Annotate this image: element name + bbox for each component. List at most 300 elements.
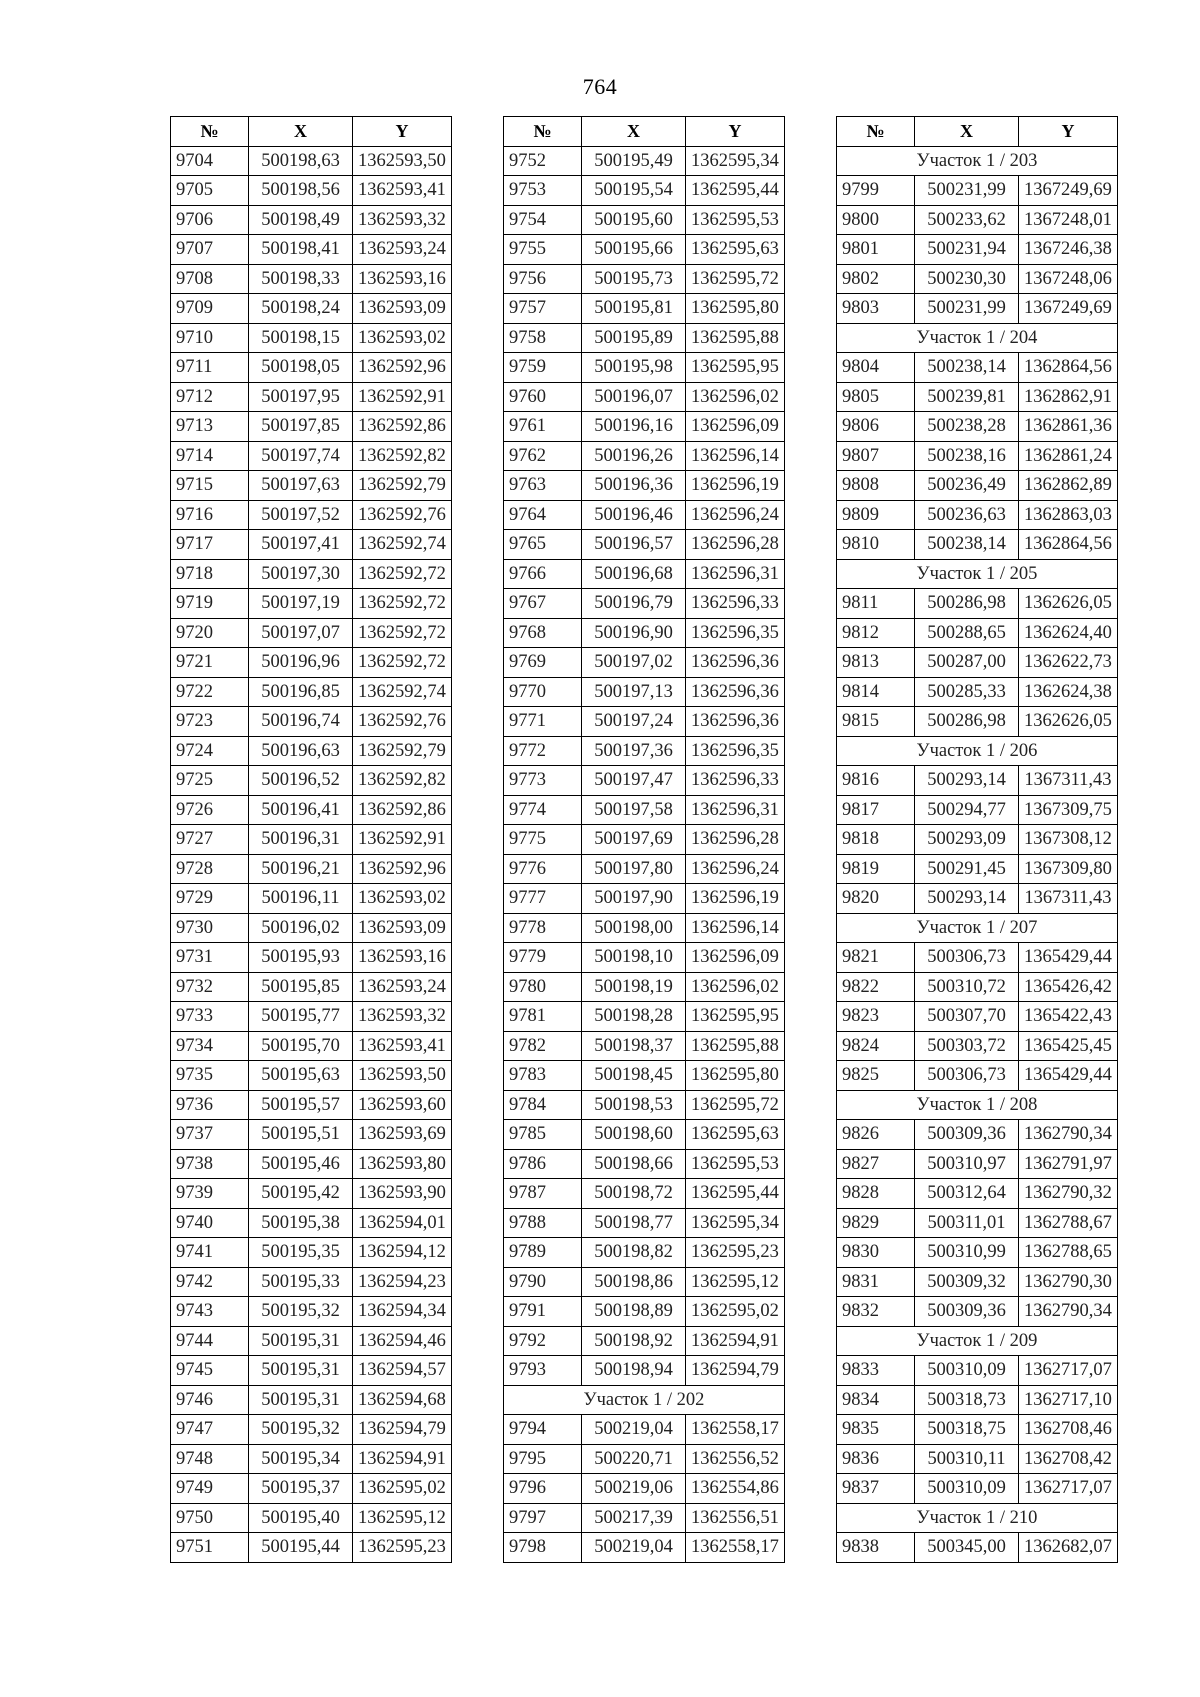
point-number: 9708 xyxy=(171,264,249,294)
y-coordinate: 1362593,41 xyxy=(353,176,452,206)
table-row xyxy=(837,766,1118,796)
x-coordinate: 500293,14 xyxy=(915,766,1019,796)
y-coordinate: 1362595,53 xyxy=(686,1149,785,1179)
x-coordinate: 500236,49 xyxy=(915,471,1019,501)
point-number: 9743 xyxy=(171,1297,249,1327)
point-number: 9753 xyxy=(504,176,582,206)
y-coordinate: 1362595,23 xyxy=(353,1533,452,1563)
point-number: 9806 xyxy=(837,412,915,442)
x-coordinate: 500197,07 xyxy=(249,618,353,648)
point-number: 9835 xyxy=(837,1415,915,1445)
x-coordinate: 500195,46 xyxy=(249,1149,353,1179)
x-coordinate: 500309,36 xyxy=(915,1297,1019,1327)
x-coordinate: 500195,32 xyxy=(249,1415,353,1445)
table-row xyxy=(837,1267,1118,1297)
x-coordinate: 500197,85 xyxy=(249,412,353,442)
x-coordinate: 500293,14 xyxy=(915,884,1019,914)
y-coordinate: 1362592,86 xyxy=(353,412,452,442)
y-coordinate: 1362593,80 xyxy=(353,1149,452,1179)
table-row xyxy=(504,1267,785,1297)
coordinate-table-1 xyxy=(170,116,452,1563)
x-coordinate: 500197,41 xyxy=(249,530,353,560)
x-coordinate: 500219,06 xyxy=(582,1474,686,1504)
point-number: 9791 xyxy=(504,1297,582,1327)
point-number: 9717 xyxy=(171,530,249,560)
table-row xyxy=(171,677,452,707)
y-coordinate: 1365426,42 xyxy=(1019,972,1118,1002)
y-coordinate: 1362592,79 xyxy=(353,736,452,766)
x-coordinate: 500197,58 xyxy=(582,795,686,825)
x-coordinate: 500195,81 xyxy=(582,294,686,324)
x-coordinate: 500197,69 xyxy=(582,825,686,855)
x-coordinate: 500195,31 xyxy=(249,1385,353,1415)
x-coordinate: 500197,63 xyxy=(249,471,353,501)
header-x: X xyxy=(582,117,686,147)
y-coordinate: 1362593,41 xyxy=(353,1031,452,1061)
table-row xyxy=(504,1002,785,1032)
point-number: 9828 xyxy=(837,1179,915,1209)
section-row xyxy=(504,1385,785,1415)
table-row xyxy=(171,972,452,1002)
table-row xyxy=(504,205,785,235)
point-number: 9713 xyxy=(171,412,249,442)
point-number: 9733 xyxy=(171,1002,249,1032)
y-coordinate: 1362595,72 xyxy=(686,264,785,294)
table-row xyxy=(504,1474,785,1504)
table-row xyxy=(837,471,1118,501)
x-coordinate: 500197,36 xyxy=(582,736,686,766)
table-row xyxy=(837,441,1118,471)
table-row xyxy=(504,1356,785,1386)
table-row xyxy=(837,1297,1118,1327)
table-row xyxy=(171,412,452,442)
table-row xyxy=(171,707,452,737)
point-number: 9837 xyxy=(837,1474,915,1504)
section-title: Участок 1 / 209 xyxy=(837,1326,1118,1356)
y-coordinate: 1362593,24 xyxy=(353,972,452,1002)
y-coordinate: 1362556,51 xyxy=(686,1503,785,1533)
point-number: 9785 xyxy=(504,1120,582,1150)
x-coordinate: 500198,10 xyxy=(582,943,686,973)
table-row xyxy=(171,648,452,678)
section-title: Участок 1 / 207 xyxy=(837,913,1118,943)
point-number: 9824 xyxy=(837,1031,915,1061)
x-coordinate: 500310,09 xyxy=(915,1474,1019,1504)
point-number: 9819 xyxy=(837,854,915,884)
point-number: 9831 xyxy=(837,1267,915,1297)
point-number: 9714 xyxy=(171,441,249,471)
x-coordinate: 500198,19 xyxy=(582,972,686,1002)
y-coordinate: 1362593,60 xyxy=(353,1090,452,1120)
x-coordinate: 500198,89 xyxy=(582,1297,686,1327)
point-number: 9760 xyxy=(504,382,582,412)
table-row xyxy=(171,1090,452,1120)
table-row xyxy=(171,323,452,353)
point-number: 9830 xyxy=(837,1238,915,1268)
x-coordinate: 500198,05 xyxy=(249,353,353,383)
x-coordinate: 500233,62 xyxy=(915,205,1019,235)
y-coordinate: 1362595,80 xyxy=(686,1061,785,1091)
x-coordinate: 500291,45 xyxy=(915,854,1019,884)
header-number: № xyxy=(837,117,915,147)
y-coordinate: 1362593,32 xyxy=(353,1002,452,1032)
table-row xyxy=(837,1179,1118,1209)
table-row xyxy=(504,884,785,914)
section-title: Участок 1 / 206 xyxy=(837,736,1118,766)
point-number: 9767 xyxy=(504,589,582,619)
point-number: 9820 xyxy=(837,884,915,914)
point-number: 9815 xyxy=(837,707,915,737)
y-coordinate: 1362596,28 xyxy=(686,825,785,855)
x-coordinate: 500196,57 xyxy=(582,530,686,560)
table-row xyxy=(504,500,785,530)
point-number: 9752 xyxy=(504,146,582,176)
x-coordinate: 500197,90 xyxy=(582,884,686,914)
y-coordinate: 1362594,34 xyxy=(353,1297,452,1327)
y-coordinate: 1362595,02 xyxy=(353,1474,452,1504)
point-number: 9715 xyxy=(171,471,249,501)
table-row xyxy=(171,1120,452,1150)
y-coordinate: 1362596,35 xyxy=(686,618,785,648)
table-row xyxy=(837,530,1118,560)
table-row xyxy=(504,412,785,442)
table-row xyxy=(171,294,452,324)
y-coordinate: 1362594,01 xyxy=(353,1208,452,1238)
point-number: 9797 xyxy=(504,1503,582,1533)
x-coordinate: 500198,41 xyxy=(249,235,353,265)
point-number: 9763 xyxy=(504,471,582,501)
x-coordinate: 500219,04 xyxy=(582,1415,686,1445)
header-x: X xyxy=(249,117,353,147)
x-coordinate: 500195,63 xyxy=(249,1061,353,1091)
y-coordinate: 1362596,33 xyxy=(686,766,785,796)
point-number: 9721 xyxy=(171,648,249,678)
point-number: 9812 xyxy=(837,618,915,648)
y-coordinate: 1362682,07 xyxy=(1019,1533,1118,1563)
table-row xyxy=(171,1002,452,1032)
x-coordinate: 500345,00 xyxy=(915,1533,1019,1563)
point-number: 9739 xyxy=(171,1179,249,1209)
y-coordinate: 1362790,30 xyxy=(1019,1267,1118,1297)
y-coordinate: 1365422,43 xyxy=(1019,1002,1118,1032)
y-coordinate: 1362593,50 xyxy=(353,146,452,176)
table-row xyxy=(837,500,1118,530)
x-coordinate: 500197,47 xyxy=(582,766,686,796)
table-row xyxy=(837,677,1118,707)
table-row xyxy=(171,235,452,265)
table-row xyxy=(837,1444,1118,1474)
point-number: 9719 xyxy=(171,589,249,619)
x-coordinate: 500231,99 xyxy=(915,294,1019,324)
header-row xyxy=(837,117,1118,147)
table-row xyxy=(171,736,452,766)
table-row xyxy=(504,1061,785,1091)
x-coordinate: 500195,38 xyxy=(249,1208,353,1238)
table-row xyxy=(504,795,785,825)
x-coordinate: 500198,53 xyxy=(582,1090,686,1120)
x-coordinate: 500311,01 xyxy=(915,1208,1019,1238)
point-number: 9794 xyxy=(504,1415,582,1445)
y-coordinate: 1362596,35 xyxy=(686,736,785,766)
y-coordinate: 1367246,38 xyxy=(1019,235,1118,265)
table-row xyxy=(837,795,1118,825)
y-coordinate: 1362717,07 xyxy=(1019,1474,1118,1504)
point-number: 9716 xyxy=(171,500,249,530)
section-title: Участок 1 / 204 xyxy=(837,323,1118,353)
y-coordinate: 1362594,46 xyxy=(353,1326,452,1356)
table-row xyxy=(504,736,785,766)
table-row xyxy=(504,1326,785,1356)
y-coordinate: 1362596,14 xyxy=(686,913,785,943)
point-number: 9772 xyxy=(504,736,582,766)
y-coordinate: 1362595,12 xyxy=(353,1503,452,1533)
point-number: 9742 xyxy=(171,1267,249,1297)
table-row xyxy=(171,264,452,294)
y-coordinate: 1367249,69 xyxy=(1019,294,1118,324)
header-x: X xyxy=(915,117,1019,147)
table-row xyxy=(837,972,1118,1002)
x-coordinate: 500286,98 xyxy=(915,707,1019,737)
y-coordinate: 1362626,05 xyxy=(1019,589,1118,619)
table-row xyxy=(837,1415,1118,1445)
point-number: 9802 xyxy=(837,264,915,294)
x-coordinate: 500287,00 xyxy=(915,648,1019,678)
table-row xyxy=(171,1238,452,1268)
x-coordinate: 500197,02 xyxy=(582,648,686,678)
y-coordinate: 1362592,91 xyxy=(353,825,452,855)
x-coordinate: 500309,32 xyxy=(915,1267,1019,1297)
y-coordinate: 1362595,80 xyxy=(686,294,785,324)
x-coordinate: 500196,36 xyxy=(582,471,686,501)
table-row xyxy=(171,500,452,530)
x-coordinate: 500196,11 xyxy=(249,884,353,914)
y-coordinate: 1362592,79 xyxy=(353,471,452,501)
y-coordinate: 1362708,46 xyxy=(1019,1415,1118,1445)
table-row xyxy=(171,146,452,176)
x-coordinate: 500293,09 xyxy=(915,825,1019,855)
x-coordinate: 500198,24 xyxy=(249,294,353,324)
point-number: 9788 xyxy=(504,1208,582,1238)
point-number: 9829 xyxy=(837,1208,915,1238)
table-row xyxy=(504,589,785,619)
y-coordinate: 1365429,44 xyxy=(1019,943,1118,973)
x-coordinate: 500238,16 xyxy=(915,441,1019,471)
x-coordinate: 500198,63 xyxy=(249,146,353,176)
y-coordinate: 1365425,45 xyxy=(1019,1031,1118,1061)
point-number: 9710 xyxy=(171,323,249,353)
y-coordinate: 1365429,44 xyxy=(1019,1061,1118,1091)
y-coordinate: 1362596,24 xyxy=(686,854,785,884)
table-row xyxy=(171,559,452,589)
y-coordinate: 1362595,63 xyxy=(686,1120,785,1150)
y-coordinate: 1362594,79 xyxy=(353,1415,452,1445)
table-row xyxy=(171,205,452,235)
point-number: 9781 xyxy=(504,1002,582,1032)
x-coordinate: 500197,95 xyxy=(249,382,353,412)
x-coordinate: 500239,81 xyxy=(915,382,1019,412)
table-row xyxy=(837,884,1118,914)
x-coordinate: 500195,40 xyxy=(249,1503,353,1533)
y-coordinate: 1367308,12 xyxy=(1019,825,1118,855)
x-coordinate: 500197,74 xyxy=(249,441,353,471)
x-coordinate: 500195,98 xyxy=(582,353,686,383)
point-number: 9823 xyxy=(837,1002,915,1032)
point-number: 9811 xyxy=(837,589,915,619)
x-coordinate: 500285,33 xyxy=(915,677,1019,707)
x-coordinate: 500198,72 xyxy=(582,1179,686,1209)
x-coordinate: 500195,93 xyxy=(249,943,353,973)
y-coordinate: 1362596,09 xyxy=(686,943,785,973)
y-coordinate: 1362593,50 xyxy=(353,1061,452,1091)
y-coordinate: 1362594,12 xyxy=(353,1238,452,1268)
point-number: 9777 xyxy=(504,884,582,914)
y-coordinate: 1362592,74 xyxy=(353,677,452,707)
table-row xyxy=(504,854,785,884)
point-number: 9724 xyxy=(171,736,249,766)
point-number: 9750 xyxy=(171,1503,249,1533)
x-coordinate: 500195,37 xyxy=(249,1474,353,1504)
table-row xyxy=(837,825,1118,855)
table-row xyxy=(504,1503,785,1533)
x-coordinate: 500196,26 xyxy=(582,441,686,471)
y-coordinate: 1362596,02 xyxy=(686,382,785,412)
x-coordinate: 500198,00 xyxy=(582,913,686,943)
table-row xyxy=(837,943,1118,973)
x-coordinate: 500195,33 xyxy=(249,1267,353,1297)
y-coordinate: 1362596,36 xyxy=(686,677,785,707)
point-number: 9796 xyxy=(504,1474,582,1504)
point-number: 9836 xyxy=(837,1444,915,1474)
y-coordinate: 1362861,36 xyxy=(1019,412,1118,442)
table-row xyxy=(504,1533,785,1563)
y-coordinate: 1362593,02 xyxy=(353,884,452,914)
y-coordinate: 1367309,80 xyxy=(1019,854,1118,884)
point-number: 9817 xyxy=(837,795,915,825)
x-coordinate: 500195,66 xyxy=(582,235,686,265)
table-row xyxy=(171,943,452,973)
y-coordinate: 1362592,96 xyxy=(353,353,452,383)
x-coordinate: 500307,70 xyxy=(915,1002,1019,1032)
x-coordinate: 500288,65 xyxy=(915,618,1019,648)
y-coordinate: 1362863,03 xyxy=(1019,500,1118,530)
point-number: 9805 xyxy=(837,382,915,412)
y-coordinate: 1362593,24 xyxy=(353,235,452,265)
point-number: 9759 xyxy=(504,353,582,383)
section-title: Участок 1 / 210 xyxy=(837,1503,1118,1533)
x-coordinate: 500195,89 xyxy=(582,323,686,353)
table-row xyxy=(837,264,1118,294)
y-coordinate: 1362592,82 xyxy=(353,766,452,796)
point-number: 9799 xyxy=(837,176,915,206)
table-row xyxy=(504,1090,785,1120)
y-coordinate: 1362592,76 xyxy=(353,500,452,530)
header-y: Y xyxy=(1019,117,1118,147)
x-coordinate: 500198,86 xyxy=(582,1267,686,1297)
y-coordinate: 1362594,91 xyxy=(686,1326,785,1356)
y-coordinate: 1362595,44 xyxy=(686,176,785,206)
table-row xyxy=(171,618,452,648)
y-coordinate: 1362594,57 xyxy=(353,1356,452,1386)
y-coordinate: 1362594,79 xyxy=(686,1356,785,1386)
y-coordinate: 1362595,88 xyxy=(686,323,785,353)
point-number: 9822 xyxy=(837,972,915,1002)
x-coordinate: 500195,57 xyxy=(249,1090,353,1120)
point-number: 9779 xyxy=(504,943,582,973)
point-number: 9755 xyxy=(504,235,582,265)
x-coordinate: 500238,14 xyxy=(915,353,1019,383)
point-number: 9741 xyxy=(171,1238,249,1268)
y-coordinate: 1367249,69 xyxy=(1019,176,1118,206)
table-row xyxy=(837,618,1118,648)
table-row xyxy=(837,382,1118,412)
table-row xyxy=(837,205,1118,235)
x-coordinate: 500309,36 xyxy=(915,1120,1019,1150)
point-number: 9818 xyxy=(837,825,915,855)
y-coordinate: 1362788,67 xyxy=(1019,1208,1118,1238)
table-row xyxy=(504,1149,785,1179)
x-coordinate: 500197,13 xyxy=(582,677,686,707)
y-coordinate: 1362595,72 xyxy=(686,1090,785,1120)
x-coordinate: 500195,31 xyxy=(249,1326,353,1356)
table-row xyxy=(837,1474,1118,1504)
table-row xyxy=(171,176,452,206)
x-coordinate: 500220,71 xyxy=(582,1444,686,1474)
y-coordinate: 1362717,10 xyxy=(1019,1385,1118,1415)
point-number: 9728 xyxy=(171,854,249,884)
x-coordinate: 500198,92 xyxy=(582,1326,686,1356)
x-coordinate: 500318,73 xyxy=(915,1385,1019,1415)
section-title: Участок 1 / 208 xyxy=(837,1090,1118,1120)
x-coordinate: 500306,73 xyxy=(915,1061,1019,1091)
x-coordinate: 500196,90 xyxy=(582,618,686,648)
table-row xyxy=(504,913,785,943)
table-row xyxy=(837,176,1118,206)
point-number: 9746 xyxy=(171,1385,249,1415)
table-row xyxy=(504,1444,785,1474)
point-number: 9745 xyxy=(171,1356,249,1386)
x-coordinate: 500196,46 xyxy=(582,500,686,530)
x-coordinate: 500196,31 xyxy=(249,825,353,855)
table-row xyxy=(504,1238,785,1268)
table-row xyxy=(837,1208,1118,1238)
point-number: 9784 xyxy=(504,1090,582,1120)
point-number: 9769 xyxy=(504,648,582,678)
point-number: 9768 xyxy=(504,618,582,648)
point-number: 9775 xyxy=(504,825,582,855)
table-row xyxy=(504,766,785,796)
x-coordinate: 500310,11 xyxy=(915,1444,1019,1474)
table-row xyxy=(837,294,1118,324)
table-row xyxy=(171,382,452,412)
x-coordinate: 500198,49 xyxy=(249,205,353,235)
y-coordinate: 1362595,63 xyxy=(686,235,785,265)
point-number: 9834 xyxy=(837,1385,915,1415)
y-coordinate: 1362624,40 xyxy=(1019,618,1118,648)
point-number: 9814 xyxy=(837,677,915,707)
point-number: 9810 xyxy=(837,530,915,560)
table-row xyxy=(504,146,785,176)
point-number: 9718 xyxy=(171,559,249,589)
y-coordinate: 1362626,05 xyxy=(1019,707,1118,737)
x-coordinate: 500198,77 xyxy=(582,1208,686,1238)
y-coordinate: 1362595,34 xyxy=(686,146,785,176)
point-number: 9816 xyxy=(837,766,915,796)
table-row xyxy=(171,913,452,943)
table-row xyxy=(171,1061,452,1091)
y-coordinate: 1362790,34 xyxy=(1019,1297,1118,1327)
table-row xyxy=(171,589,452,619)
table-row xyxy=(171,1385,452,1415)
